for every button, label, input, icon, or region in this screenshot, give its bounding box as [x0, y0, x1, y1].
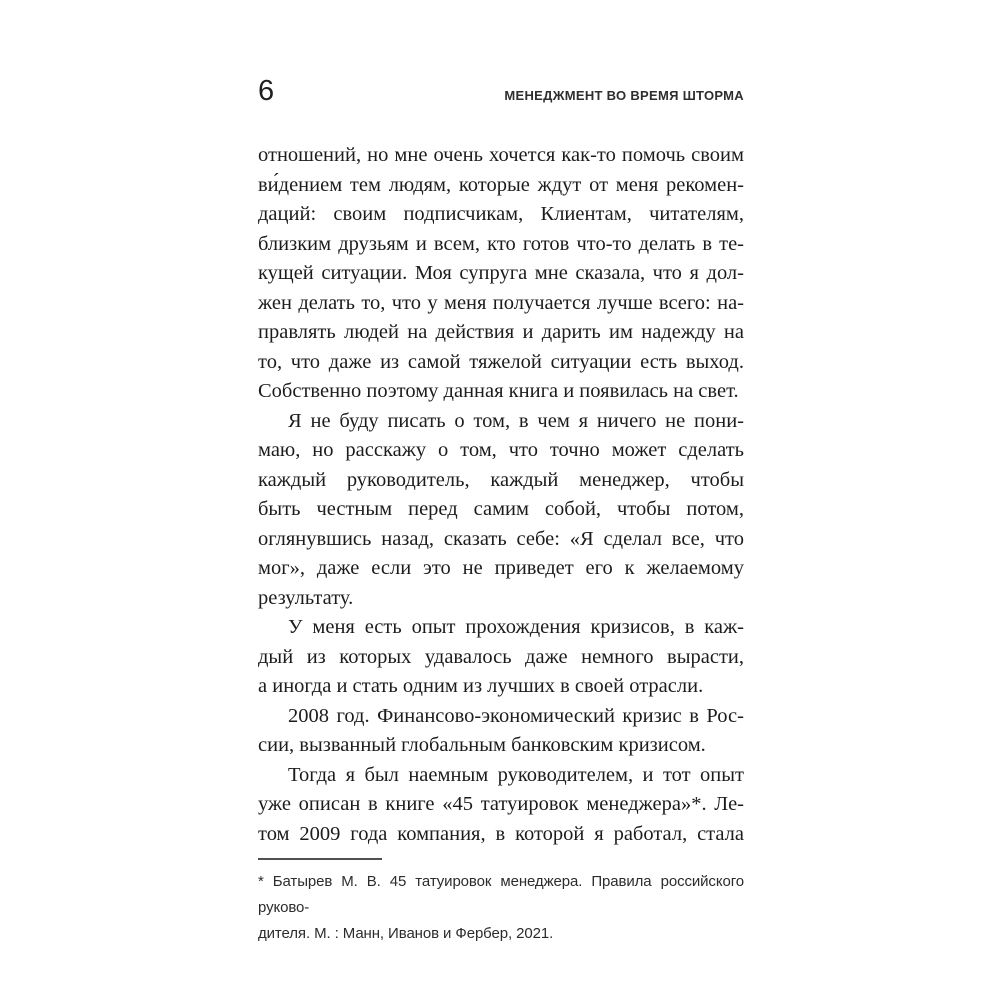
- text-column: [258, 74, 744, 951]
- footnote-rule: [258, 858, 382, 860]
- running-header: МЕНЕДЖМЕНТ ВО ВРЕМЯ ШТОРМА: [504, 88, 744, 103]
- text-line: правлять людей на действия и дарить им надежду на: [258, 321, 744, 343]
- footnote-line: дителя. М. : Манн, Иванов и Фербер, 2021.: [258, 925, 554, 942]
- text-line: уже описан в книге «45 татуировок менеджера»*. Ле-: [258, 793, 744, 815]
- text-line: быть честным перед самим собой, чтобы потом,: [258, 498, 744, 520]
- text-line: то, что даже из самой тяжелой ситуации есть выход.: [258, 350, 744, 373]
- text-line: каждый руководитель, каждый менеджер, чтобы: [258, 468, 744, 491]
- text-line paragraph-end: а иногда и стать одним из лучших в своей отрасли.: [258, 675, 704, 697]
- text-line paragraph-end: сии, вызванный глобальным банковским кризисом.: [258, 734, 706, 756]
- text-line paragraph-start: 2008 год. Финансово-экономический кризис в Рос-: [288, 704, 744, 727]
- text-line: дый из которых удавалось даже немного вырасти,: [258, 645, 744, 668]
- page-masthead: [258, 74, 744, 108]
- text-line paragraph-end: результату.: [258, 586, 354, 609]
- text-line: мог», даже если это не приведет его к желаемому: [258, 557, 744, 579]
- footnote-line: * Батырев М. В. 45 татуировок менеджера. Правила российского руково-: [258, 873, 744, 916]
- text-line: отношений, но мне очень хочется как-то помочь своим: [258, 144, 744, 166]
- footnote: [258, 869, 744, 951]
- text-line: ви́дением тем людям, которые ждут от меня рекомен-: [258, 173, 744, 196]
- text-line: кущей ситуации. Моя супруга мне сказала, что я дол-: [258, 262, 744, 284]
- text-line paragraph-end: Собственно поэтому данная книга и появилась на свет.: [258, 380, 739, 402]
- text-line: оглянувшись назад, сказать себе: «Я сделал все, что: [258, 527, 744, 550]
- text-line: близким друзьям и всем, кто готов что-то делать в те-: [258, 232, 744, 255]
- text-line paragraph-start: Тогда я был наемным руководителем, и тот опыт: [288, 763, 744, 786]
- text-line: маю, но расскажу о том, что точно может сделать: [258, 439, 744, 461]
- body-text: [258, 141, 744, 849]
- text-line: даций: своим подписчикам, Клиентам, читателям,: [258, 203, 744, 225]
- text-line: том 2009 года компания, в которой я работал, стала: [258, 822, 744, 845]
- text-line paragraph-start: У меня есть опыт прохождения кризисов, в каж-: [288, 616, 744, 638]
- text-line: жен делать то, что у меня получается лучше всего: на-: [258, 291, 744, 314]
- page-number: 6: [258, 75, 275, 107]
- text-line paragraph-start: Я не буду писать о том, в чем я ничего не пони-: [288, 409, 744, 432]
